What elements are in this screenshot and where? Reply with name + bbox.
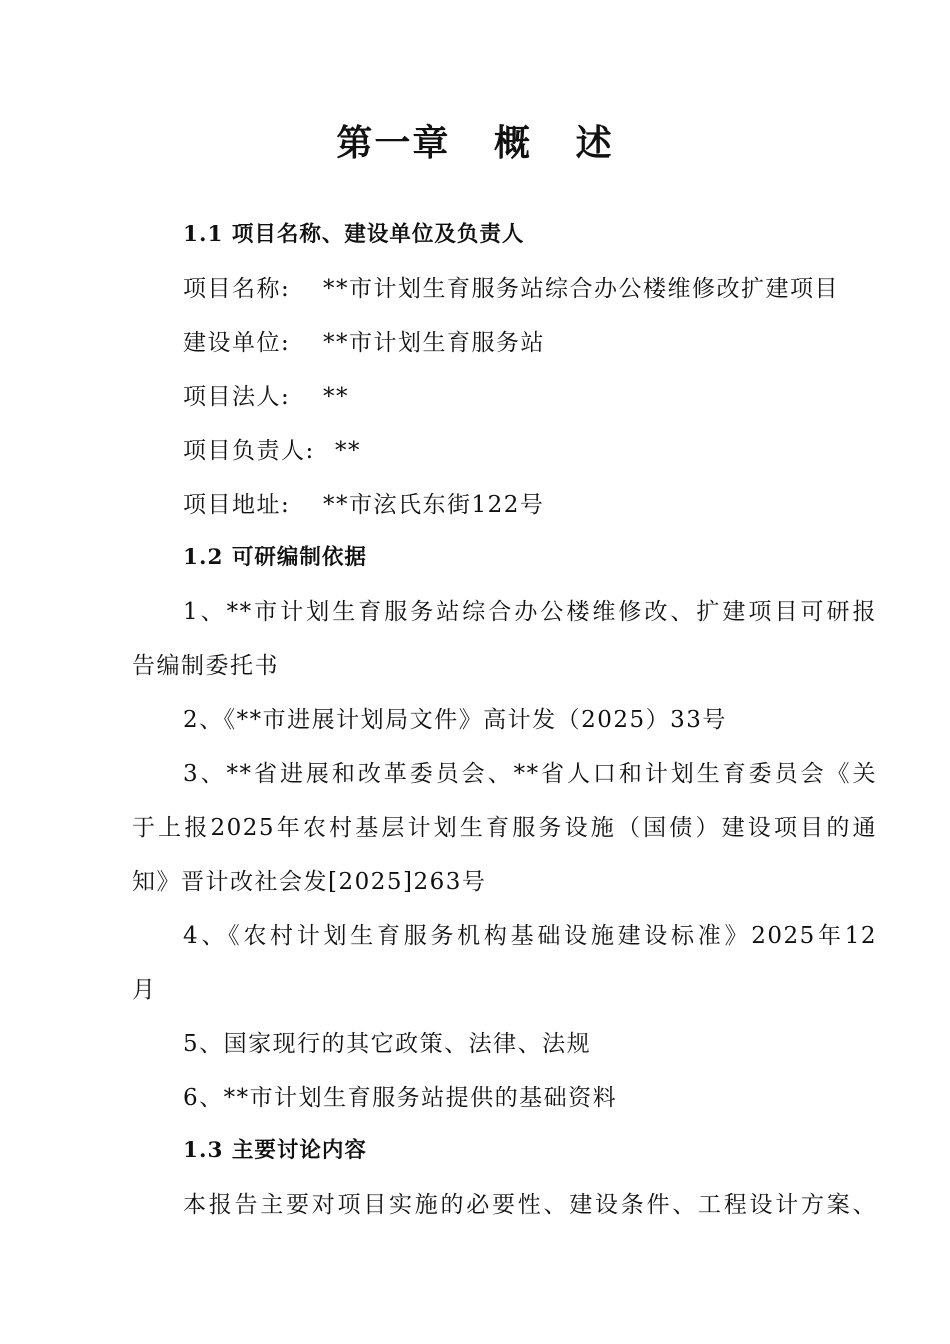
content-paragraph-line-1: 本报告主要对项目实施的必要性、建设条件、工程设计方案、 <box>183 1192 877 1218</box>
chapter-title: 第一章 概 述 <box>336 122 614 164</box>
basis-item-3-line-1: 3、**省进展和改革委员会、**省人口和计划生育委员会《关 <box>183 761 877 787</box>
field-value: ** <box>335 438 361 464</box>
field-label: 建设单位: <box>183 330 291 356</box>
field-project-address <box>183 478 877 532</box>
section-heading-1-1: 1.1 项目名称、建设单位及负责人 <box>183 222 525 247</box>
field-label: 项目法人: <box>183 384 291 410</box>
field-construction-unit <box>183 316 877 370</box>
field-value: **市计划生育服务站综合办公楼维修改扩建项目 <box>323 276 839 302</box>
section-heading-1-3: 1.3 主要讨论内容 <box>183 1138 367 1163</box>
basis-item-4-line-1: 4、《农村计划生育服务机构基础设施建设标准》2025年12 <box>183 923 877 949</box>
section-heading-1-2: 1.2 可研编制依据 <box>183 545 367 570</box>
basis-item-5: 5、国家现行的其它政策、法律、法规 <box>183 1031 592 1057</box>
field-value: **市泫氏东街122号 <box>323 492 545 518</box>
basis-item-3-line-2: 于上报2025年农村基层计划生育服务设施（国债）建设项目的通 <box>132 815 877 841</box>
basis-item-3-line-3: 知》晋计改社会发[2025]263号 <box>132 869 487 895</box>
basis-item-4-line-2: 月 <box>132 977 157 1003</box>
field-legal-person <box>183 370 877 424</box>
basis-item-1-line-2: 告编制委托书 <box>132 653 279 679</box>
field-project-leader <box>183 424 877 478</box>
basis-item-2: 2、《**市进展计划局文件》高计发（2025）33号 <box>183 707 727 733</box>
basis-item-1-line-1: 1、**市计划生育服务站综合办公楼维修改、扩建项目可研报 <box>183 599 877 625</box>
field-project-name <box>183 262 877 316</box>
field-label: 项目负责人: <box>183 438 315 464</box>
field-label: 项目地址: <box>183 492 291 518</box>
field-value: **市计划生育服务站 <box>323 330 545 356</box>
field-value: ** <box>323 384 349 410</box>
field-label: 项目名称: <box>183 276 291 302</box>
basis-item-6: 6、**市计划生育服务站提供的基础资料 <box>183 1085 618 1111</box>
